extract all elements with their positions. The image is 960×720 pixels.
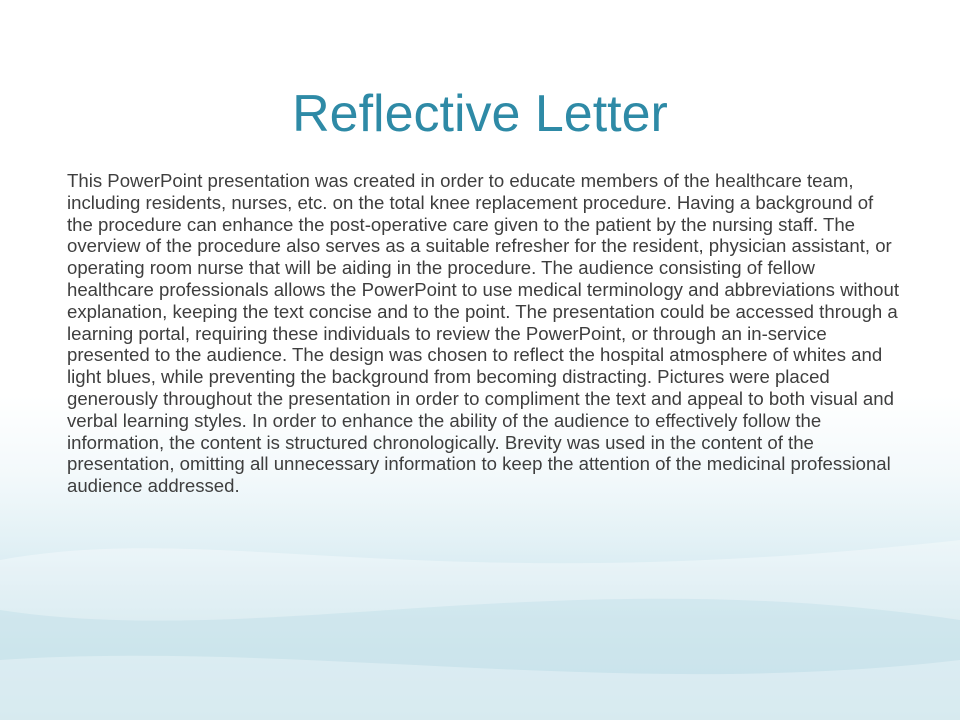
- slide-title: Reflective Letter: [292, 85, 668, 143]
- slide-body-text: This PowerPoint presentation was created in order to educate members of the healthcare team, including residents, nurses, etc. on the total knee replacement procedure. Having a background of the procedure can enhance the post-operative care given to the patient by the nursing staff. The overview of the procedure also serves as a suitable refresher for the resident, physician assistant, or operating room nurse that will be aiding in the procedure. The audience consisting of fellow healthcare professionals allows the PowerPoint to use medical terminology and abbreviations without explanation, keeping the text concise and to the point. The presentation could be accessed through a learning portal, requiring these individuals to review the PowerPoint, or through an in-service presented to the audience. The design was chosen to reflect the hospital atmosphere of whites and light blues, while preventing the background from becoming distracting. Pictures were placed generously throughout the presentation in order to compliment the text and appeal to both visual and verbal learning styles. In order to enhance the ability of the audience to effectively follow the information, the content is structured chronologically. Brevity was used in the content of the presentation, omitting all unnecessary information to keep the attention of the medicinal professional audience addressed.: [67, 170, 900, 497]
